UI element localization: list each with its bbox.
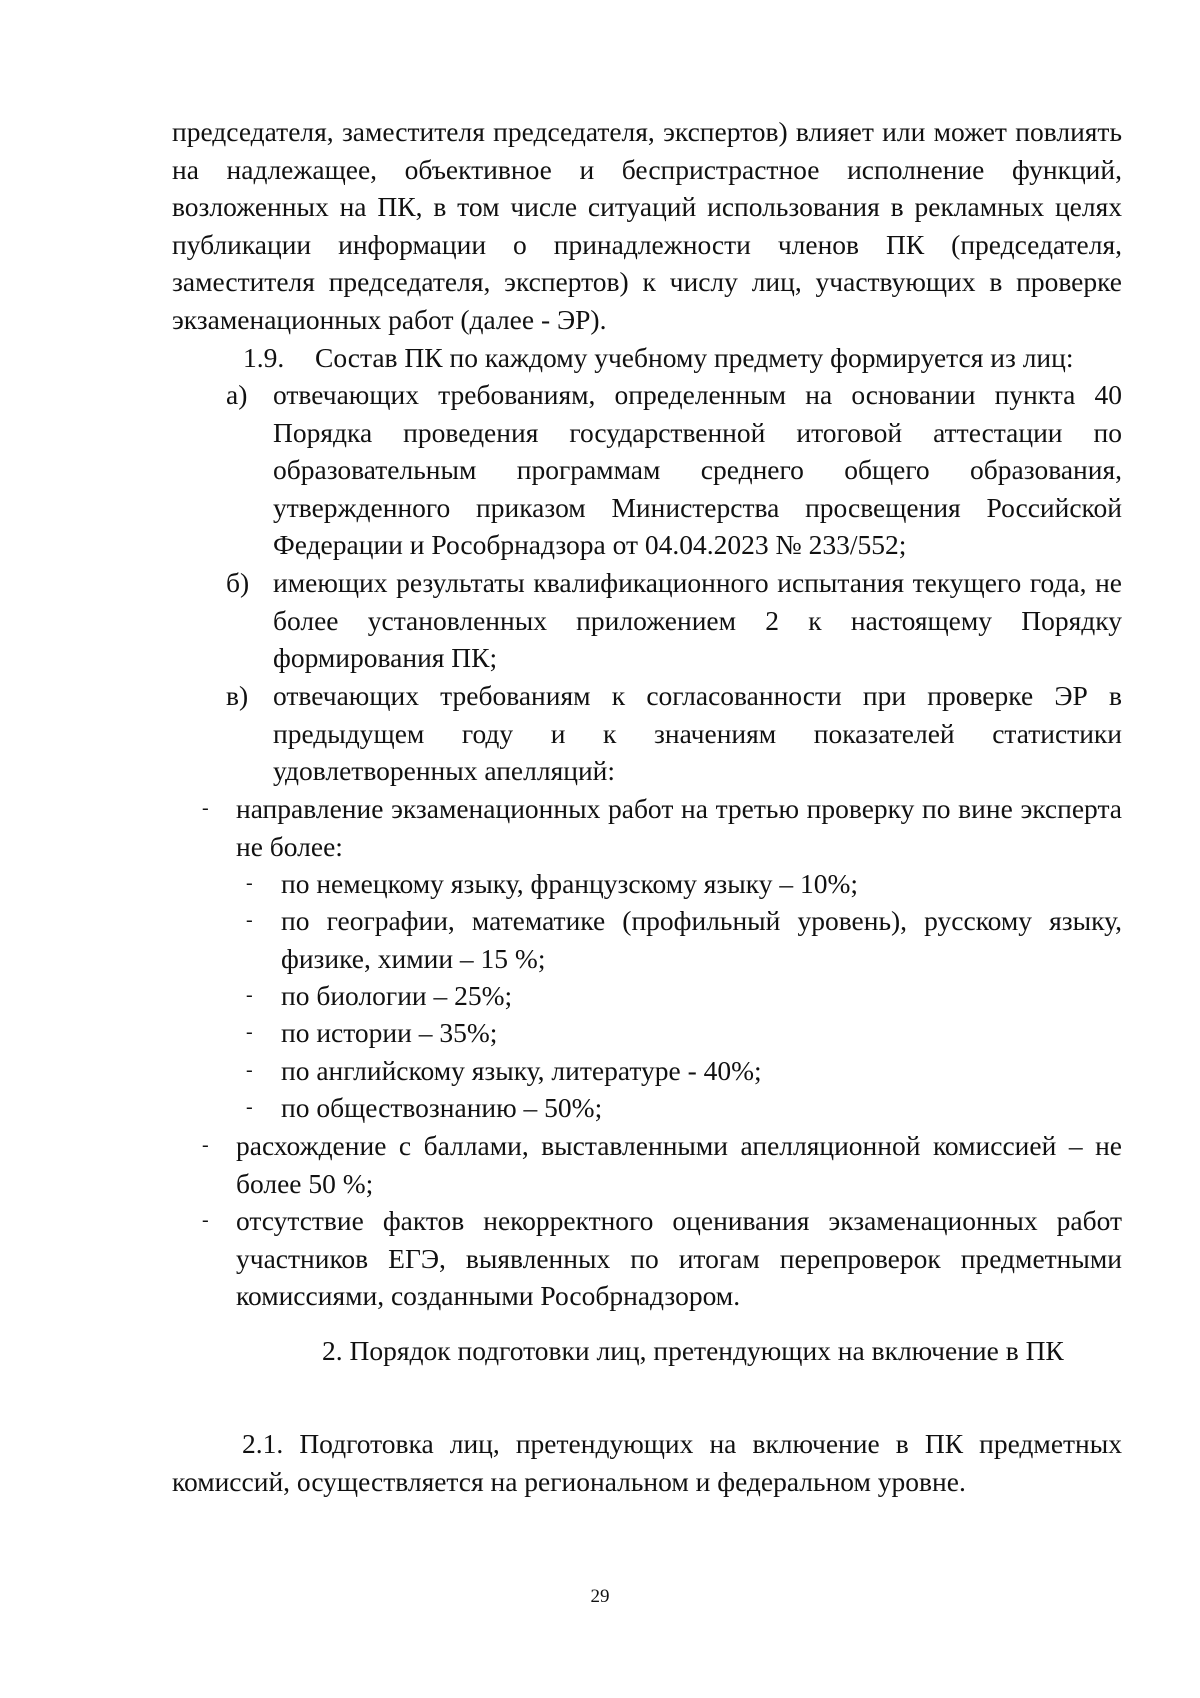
dash-marker: - bbox=[246, 872, 253, 894]
subject-item bbox=[246, 1014, 1122, 1052]
dash-marker: - bbox=[246, 1021, 253, 1043]
list-marker: б) bbox=[226, 567, 250, 598]
subject-item bbox=[246, 1052, 1122, 1090]
subject-item bbox=[246, 865, 1122, 903]
subject-item bbox=[246, 902, 1122, 977]
subject-item-text: по немецкому языку, французскому языку – 10%; bbox=[281, 868, 859, 899]
list-item-b bbox=[226, 564, 1122, 677]
dash-item-text: расхождение с баллами, выставленными апелляционной комиссией – не более 50 %; bbox=[236, 1130, 1122, 1199]
dash-marker: - bbox=[246, 984, 253, 1006]
list-item-a bbox=[226, 376, 1122, 564]
dash-marker: - bbox=[202, 1209, 209, 1231]
dash-marker: - bbox=[246, 1059, 253, 1081]
page-number: 29 bbox=[590, 1586, 610, 1607]
dash-item-incorrect-grading bbox=[202, 1202, 1122, 1315]
list-item-text: отвечающих требованиям, определенным на основании пункта 40 Порядка проведения государственной итоговой аттестации по образовательным программам среднего общего образования, утвержденного приказом Министерства просвещения Российской Федерации и Рособрнадзора от 04.04.2023 № 233/552; bbox=[273, 379, 1122, 560]
list-marker: в) bbox=[226, 680, 249, 711]
dash-item-appeals bbox=[202, 1127, 1122, 1202]
subject-item-text: по обществознанию – 50%; bbox=[281, 1092, 603, 1123]
list-item-c bbox=[226, 677, 1122, 790]
subject-item-text: по английскому языку, литературе - 40%; bbox=[281, 1055, 762, 1086]
paragraph-2-1 bbox=[172, 1425, 1122, 1500]
list-item-text: имеющих результаты квалификационного испытания текущего года, не более установленных приложением 2 к настоящему Порядку формирования ПК; bbox=[273, 567, 1122, 673]
subject-item bbox=[246, 1089, 1122, 1127]
dash-item-text: отсутствие фактов некорректного оценивания экзаменационных работ участников ЕГЭ, выявленных по итогам перепроверок предметными комиссиями, созданными Рособрнадзором. bbox=[236, 1205, 1122, 1311]
dash-marker: - bbox=[246, 1096, 253, 1118]
list-marker: а) bbox=[226, 379, 248, 410]
subject-item-text: по географии, математике (профильный уровень), русскому языку, физике, химии – 15 %; bbox=[281, 905, 1122, 974]
dash-marker: - bbox=[246, 909, 253, 931]
section-heading: 2. Порядок подготовки лиц, претендующих на включение в ПК bbox=[322, 1335, 1064, 1366]
subject-item-text: по истории – 35%; bbox=[281, 1017, 498, 1048]
subject-item bbox=[246, 977, 1122, 1015]
paragraph-text: 2.1. Подготовка лиц, претендующих на включение в ПК предметных комиссий, осуществляется на региональном и федеральном уровне. bbox=[172, 1428, 1122, 1497]
dash-marker: - bbox=[202, 797, 209, 819]
intro-paragraph bbox=[172, 113, 1122, 338]
dash-marker: - bbox=[202, 1134, 209, 1156]
paragraph-text: Состав ПК по каждому учебному предмету формируется из лиц: bbox=[315, 342, 1074, 373]
subject-item-text: по биологии – 25%; bbox=[281, 980, 513, 1011]
list-item-text: отвечающих требованиям к согласованности при проверке ЭР в предыдущем году и к значениям показателей статистики удовлетворенных апелляций: bbox=[273, 680, 1122, 786]
paragraph-number: 1.9. bbox=[243, 342, 285, 373]
intro-text: председателя, заместителя председателя, экспертов) влияет или может повлиять на надлежащее, объективное и беспристрастное исполнение функций, возложенных на ПК, в том числе ситуаций использования в рекламных целях публикации информации о принадлежности членов ПК (председателя, заместителя председателя, экспертов) к числу лиц, участвующих в проверке экзаменационных работ (далее - ЭР). bbox=[172, 116, 1122, 335]
dash-item-text: направление экзаменационных работ на третью проверку по вине эксперта не более: bbox=[236, 793, 1122, 862]
dash-item-third-check bbox=[202, 790, 1122, 865]
